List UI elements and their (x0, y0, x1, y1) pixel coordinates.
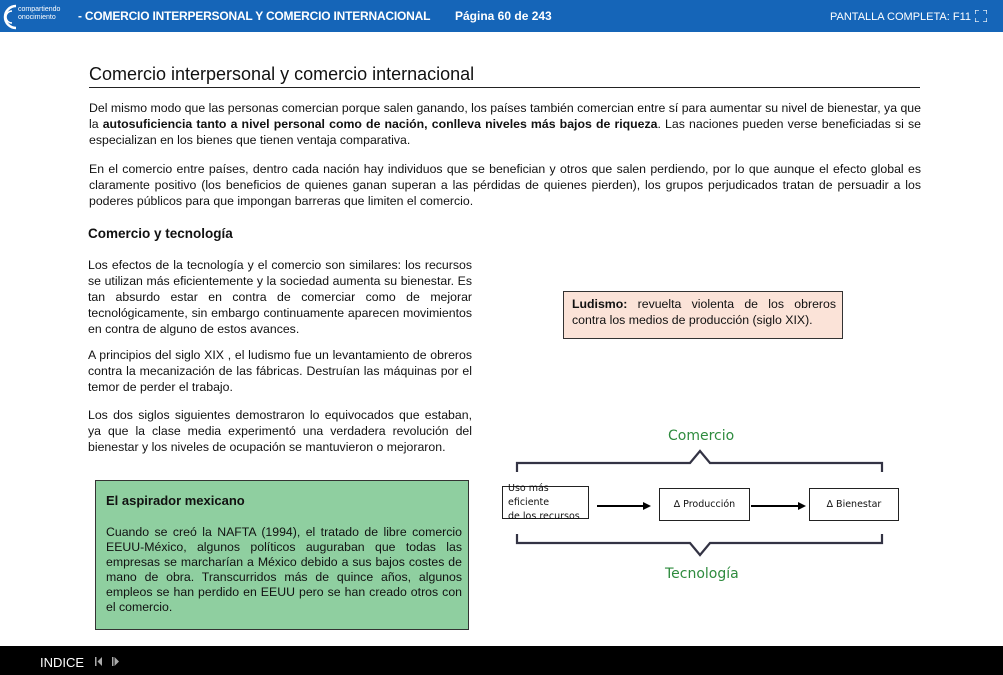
definition-box (563, 291, 843, 339)
second-paragraph: En el comercio entre países, dentro cada nación hay individuos que se benefician y otros que salen perdiendo, por lo que aunque el efecto global es claramente positivo (los beneficios de quienes ganan superan a las pérdidas de quienes pierden), los grupos perjudicados tratan de persuadir a los poderes públicos para que impongan barreras que limiten el comercio. (89, 162, 921, 208)
document-title: - COMERCIO INTERPERSONAL Y COMERCIO INTERNACIONAL (78, 9, 431, 23)
column-paragraph-1: Los efectos de la tecnología y el comercio son similares: los recursos se utilizan más eficientemente y la sociedad aumenta su bienestar. Es tan absurdo estar en contra de comerciar como de mejorar tecnológicamente, sin embargo continuamente aparecen movimientos en contra de alguno de estos avances. (88, 258, 472, 336)
intro-text-b: . Las naciones pueden verse beneficiadas si se especializan en los bienes que tienen ventaja comparativa. (89, 117, 921, 147)
diagram-top-label: Comercio (668, 428, 735, 444)
logo-text-line1: compartiendo (18, 6, 61, 13)
diagram-box-bienestar: ∆ Bienestar (809, 488, 899, 521)
logo-text-line2: onocimiento (18, 14, 56, 21)
top-brace (517, 451, 882, 472)
diagram-box-recursos (502, 482, 589, 522)
index-button[interactable]: INDICE (40, 655, 85, 670)
logo-text (18, 6, 60, 22)
fullscreen-icon[interactable] (975, 10, 987, 22)
arrow-2-head (798, 502, 806, 510)
column-paragraph-2: A principios del siglo XIX , el ludismo fue un levantamiento de obreros contra la mecanización de las fábricas. Destruían las máquinas por el temor de perder el trabajo. (88, 348, 472, 394)
intro-text-bold: autosuficiencia tanto a nivel personal como de nación, conlleva niveles más bajos de riqueza (102, 117, 658, 131)
column-paragraph-3: Los dos siglos siguientes demostraron lo equivocados que estaban, ya que la clase media experimentó una verdadera revolución del bienestar y los niveles de ocupación se mantuvieron o mejoraron. (88, 408, 472, 454)
diagram-box-recursos-line1: Uso más eficiente (508, 482, 550, 508)
previous-page-icon[interactable] (95, 657, 102, 666)
page-indicator: Página 60 de 243 (455, 9, 552, 23)
diagram-bottom-label: Tecnología (665, 566, 739, 582)
bottom-brace (517, 534, 882, 555)
green-box-body: Cuando se creó la NAFTA (1994), el tratado de libre comercio EEUU-México, algunos políticos auguraban que todas las empresas se marcharían a México debido a sus bajos costes de mano de obra. Transcurridos más de quince años, algunos empleos se han perdido en EEUU pero se han creado otros con el comercio. (106, 525, 462, 614)
arrow-1-head (643, 502, 651, 510)
definition-text: revuelta violenta de los obreros contra los medios de producción (siglo XIX). (572, 297, 836, 327)
page-nav-icons (95, 657, 119, 666)
diagram-box-recursos-line2: de los recursos (508, 510, 580, 522)
top-bar (0, 0, 1003, 32)
diagram-box-produccion: ∆ Producción (659, 488, 750, 521)
green-box-title: El aspirador mexicano (106, 493, 245, 508)
next-page-icon[interactable] (112, 657, 119, 666)
intro-paragraph (89, 100, 921, 148)
green-info-box (95, 480, 469, 630)
comercio-tecnologia-diagram (500, 420, 900, 590)
intro-text-a: Del mismo modo que las personas comercian porque salen ganando, los países también comercian entre sí para aumentar su nivel de bienestar, ya que la (89, 101, 921, 131)
fullscreen-label[interactable]: PANTALLA COMPLETA: F11 (829, 11, 971, 23)
page-title: Comercio interpersonal y comercio internacional (89, 64, 920, 88)
section-title: Comercio y tecnología (88, 226, 233, 241)
definition-term: Ludismo: (572, 297, 628, 311)
bottom-bar (0, 646, 1003, 675)
